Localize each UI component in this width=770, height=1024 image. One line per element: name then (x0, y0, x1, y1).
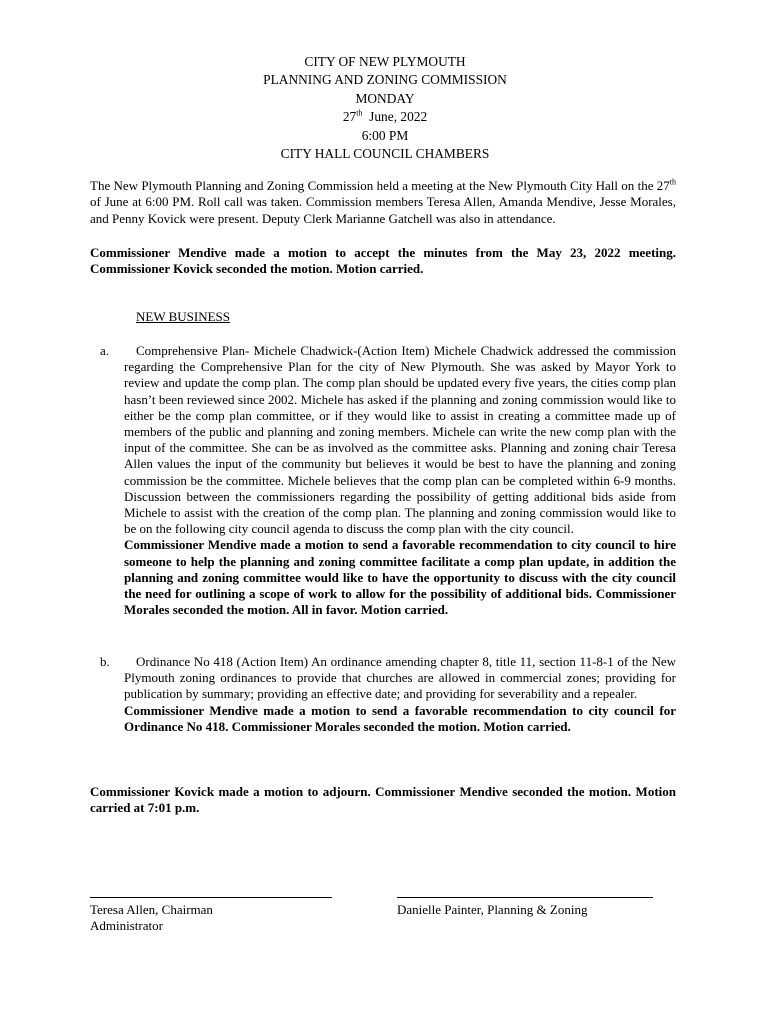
header-commission: PLANNING AND ZONING COMMISSION (263, 72, 507, 88)
item-a-motion: Commissioner Mendive made a motion to send a favorable recommendation to city council to hire someone to help the planning and zoning committee facilitate a comp plan update, in addition the planning and zoning committee would like to have the opportunity to discuss with the city council the need for outlining a scope of work to allow for the possibility of additional bids. Commissioner Morales seconded the motion. All in favor. Motion carried. (124, 537, 676, 618)
header-city: CITY OF NEW PLYMOUTH (304, 54, 466, 69)
header-date-sup: th (356, 108, 363, 118)
signature-left (90, 902, 213, 935)
header-date (0, 108, 770, 126)
signature-left-title: Administrator (90, 918, 163, 934)
adjourn-motion: Commissioner Kovick made a motion to adjourn. Commissioner Mendive seconded the motion. Motion carried at 7:01 p.m. (90, 784, 676, 816)
header-location: CITY HALL COUNCIL CHAMBERS (280, 146, 490, 162)
intro-part1: The New Plymouth Planning and Zoning Commission held a meeting at the New Plymouth City Hall on the 27 (90, 178, 670, 193)
item-b-marker: b. (100, 654, 110, 669)
item-b-text: Ordinance No 418 (Action Item) An ordinance amending chapter 8, title 11, section 11-8-1 of the New Plymouth zoning ordinances to provide that churches are allowed in commercial zones; providing for publication by summary; providing an effective date; and providing for severability and a repealer. (124, 654, 676, 702)
item-a-text: Comprehensive Plan- Michele Chadwick-(Action Item) Michele Chadwick addressed the commission regarding the Comprehensive Plan for the city of New Plymouth. She was asked by Mayor York to review and update the comp plan. The comp plan should be updated every five years, the cities comp plan hasn’t been reviewed since 2002. Michele has asked if the planning and zoning commission would like to either be the comp plan committee, or if they would like to assist in creating a committee made up of members of the public and planning and zoning members. Michele can write the new comp plan with the input of the committee. She can be as involved as the committee asks. Planning and zoning chair Teresa Allen values the input of the community but believes it would be best to have the planning and zoning commission be the committee. Michele believes that the comp plan can be completed within 6-9 months. Discussion between the commissioners regarding the possibility of getting additional bids aside from Michele to assist with the creation of the comp plan. The planning and zoning commission would like to be on the following city council agenda to discuss the comp plan with the city council. (124, 343, 676, 537)
item-b-motion: Commissioner Mendive made a motion to send a favorable recommendation to city council for Ordinance No 418. Commissioner Morales seconded the motion. Motion carried. (124, 702, 676, 734)
intro-sup: th (669, 177, 676, 187)
new-business-heading: NEW BUSINESS (136, 309, 231, 324)
signature-right (397, 902, 587, 918)
minutes-motion: Commissioner Mendive made a motion to accept the minutes from the May 23, 2022 meeting. Commissioner Kovick seconded the motion. Motion carried. (90, 245, 676, 277)
signature-left-name: Teresa Allen, Chairman (90, 902, 213, 917)
meeting-header (0, 53, 770, 163)
intro-paragraph (90, 177, 683, 227)
header-date-day: 27 (342, 109, 357, 125)
intro-part2: of June at 6:00 PM. Roll call was taken. Commission members Teresa Allen, Amanda Mendive, Jesse Morales, and Penny Kovick were present. Deputy Clerk Marianne Gatchell was also in attendance. (90, 178, 683, 226)
header-time: 6:00 PM (361, 127, 409, 143)
item-b (124, 654, 676, 735)
signature-line-right (397, 897, 653, 898)
signature-line-left (90, 897, 332, 898)
header-date-rest: June, 2022 (362, 109, 428, 125)
header-day: MONDAY (355, 90, 415, 106)
item-a-marker: a. (100, 343, 110, 358)
signature-right-name: Danielle Painter, Planning & Zoning (397, 902, 588, 917)
item-a (124, 343, 676, 618)
